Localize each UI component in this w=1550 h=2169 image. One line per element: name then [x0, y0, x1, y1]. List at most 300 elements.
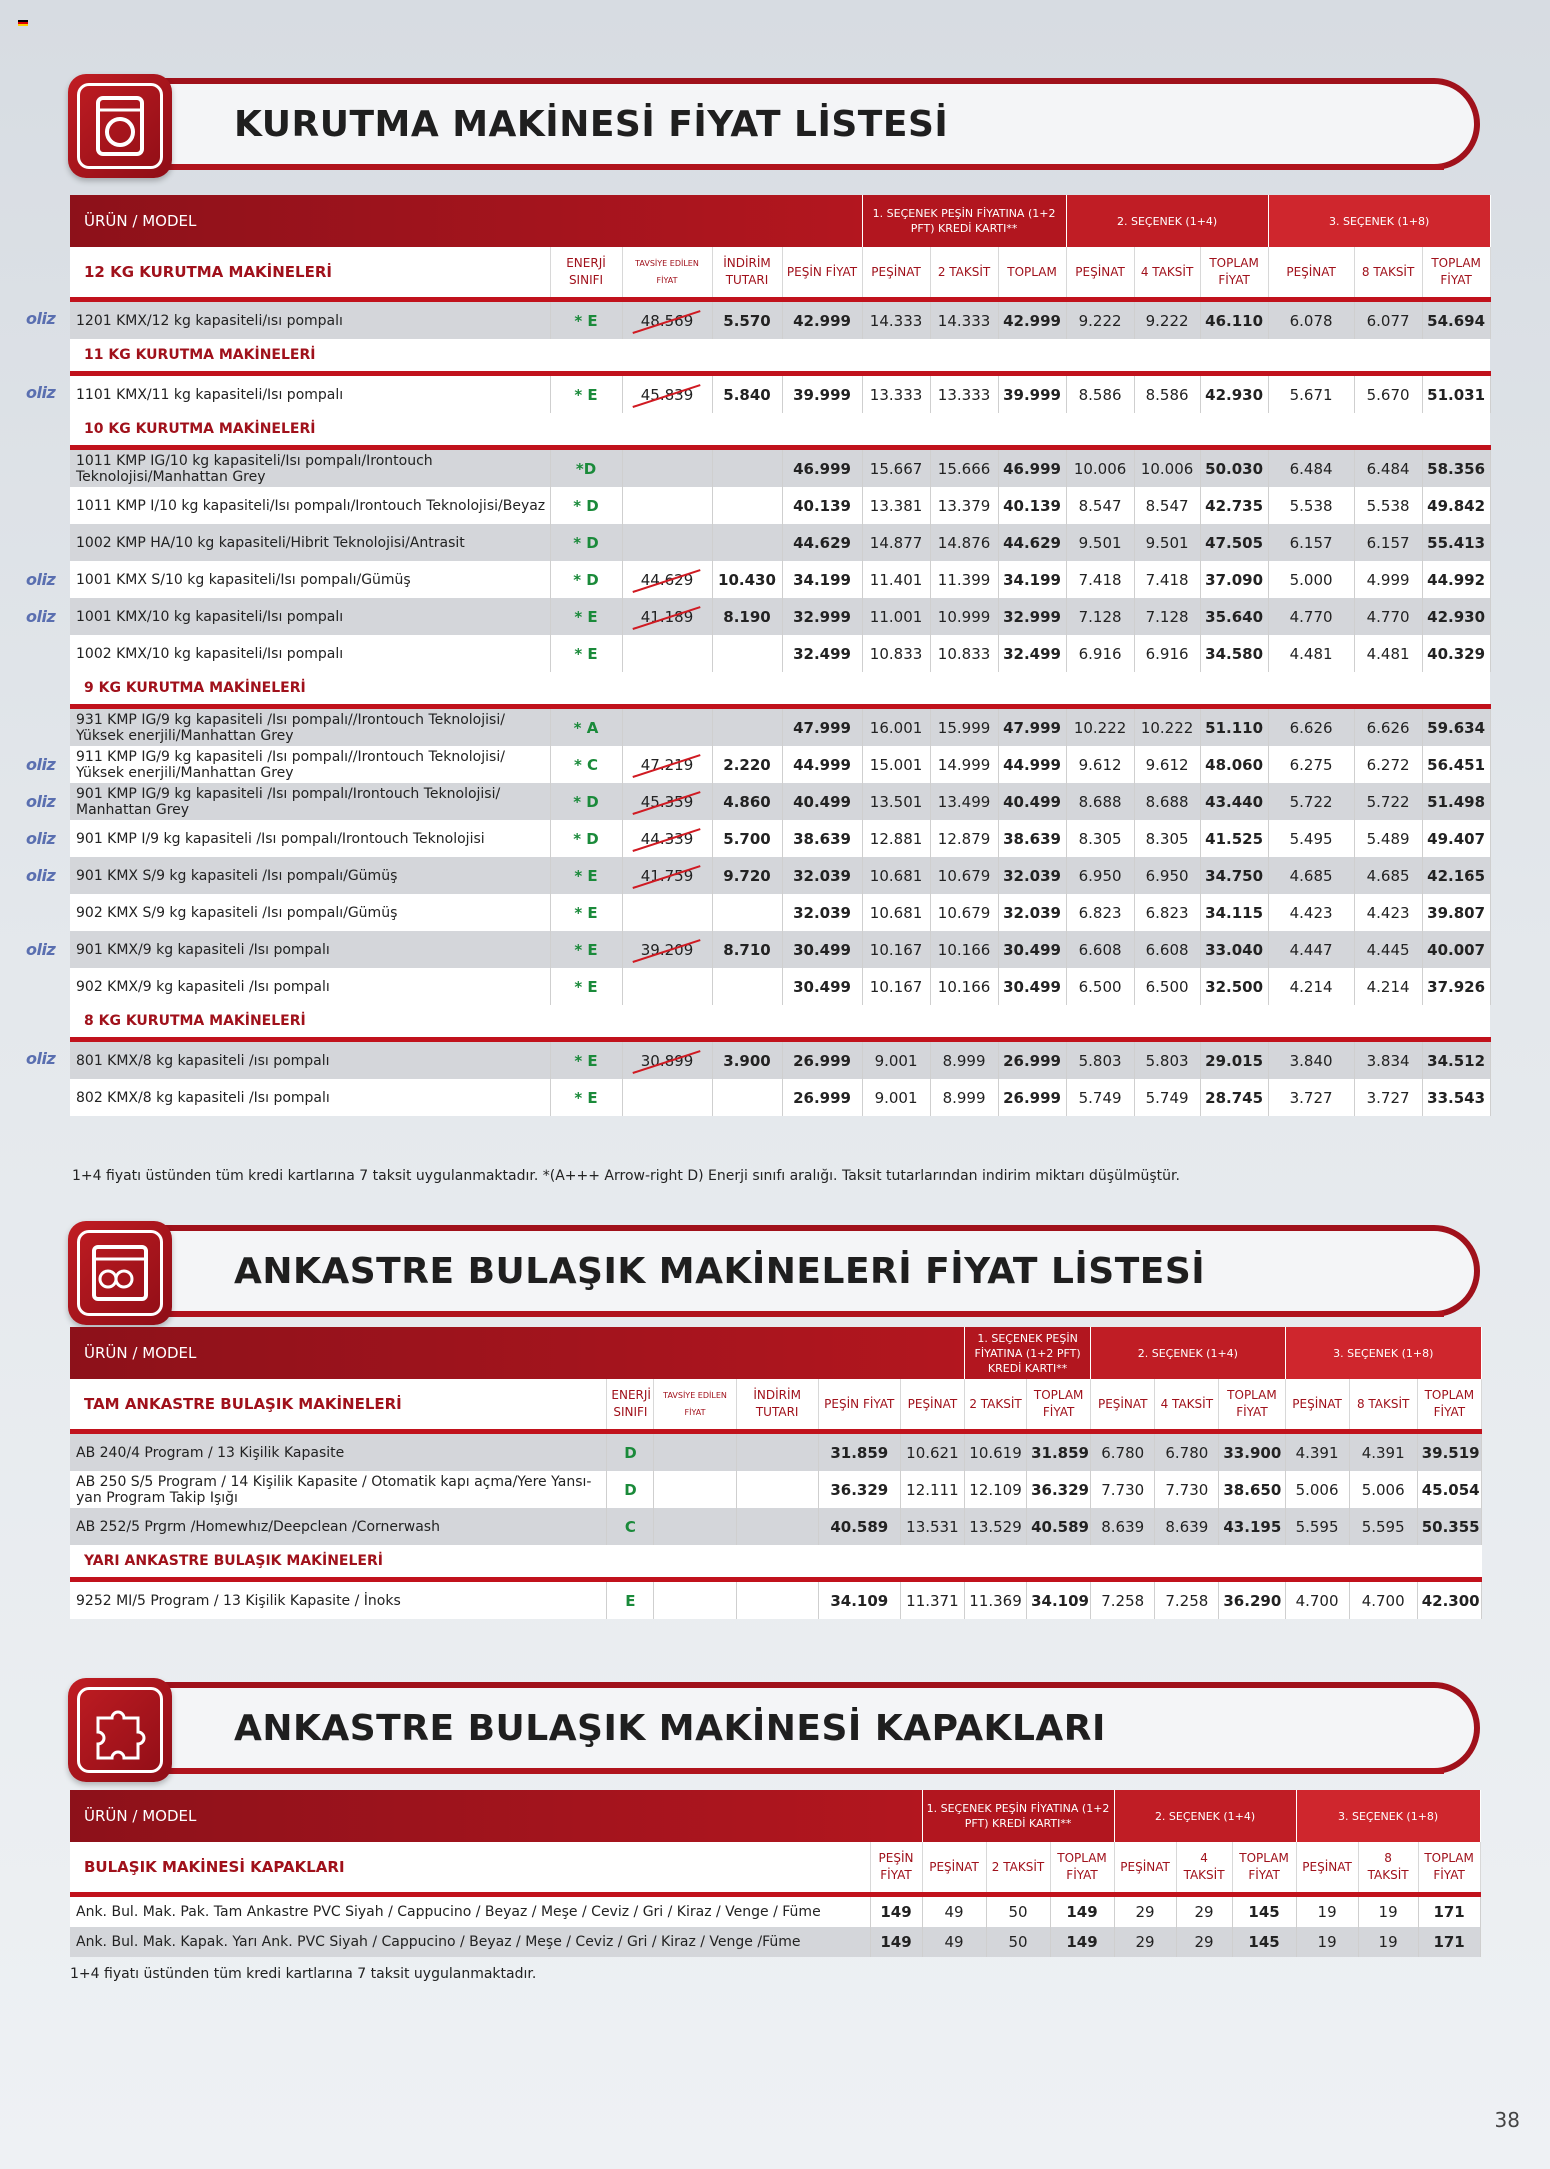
down-payment-3: 5.595	[1285, 1508, 1349, 1545]
dryer-price-table	[70, 195, 1491, 1116]
header-option-2: 2. SEÇENEK (1+4)	[1091, 1327, 1285, 1379]
dishwasher-banner	[68, 1225, 1480, 1317]
oliz-logo: oliz	[26, 606, 56, 626]
installment-2: 6.916	[1134, 635, 1200, 672]
product-name: Ank. Bul. Mak. Kapak. Yarı Ank. PVC Siyah / Cappucino / Beyaz / Meşe / Ceviz / Gri / Kiraz / Venge /Füme	[70, 1927, 870, 1957]
total-3: 51.031	[1422, 374, 1490, 414]
installment-1: 10.166	[930, 931, 998, 968]
installment-2: 6.500	[1134, 968, 1200, 1005]
recommended-price	[622, 931, 712, 968]
installment-1: 8.999	[930, 1079, 998, 1116]
product-name: 931 KMP IG/9 kg kapasiteli /Isı pompalı//Irontouch Teknolojisi/ Yüksek enerjili/Manhattan Grey	[70, 707, 550, 747]
total-2: 37.090	[1200, 561, 1268, 598]
col-total-3: TOPLAM FİYAT	[1422, 247, 1490, 297]
down-payment-3: 4.481	[1268, 635, 1354, 672]
installment-2: 8.586	[1134, 374, 1200, 414]
down-payment-2: 6.780	[1091, 1432, 1155, 1472]
header-model: ÜRÜN / MODEL	[70, 195, 862, 247]
installment-3: 6.157	[1354, 524, 1422, 561]
down-payment-2: 6.950	[1066, 857, 1134, 894]
total-3: 171	[1418, 1895, 1480, 1928]
recommended-price-value: 44.629	[640, 570, 694, 589]
product-name: 902 KMX S/9 kg kapasiteli /Isı pompalı/Gümüş	[70, 894, 550, 931]
installment-2: 5.803	[1134, 1040, 1200, 1080]
table-row	[70, 1927, 1480, 1957]
total-3: 54.694	[1422, 300, 1490, 340]
total-1: 46.999	[998, 448, 1066, 488]
total-2: 145	[1232, 1927, 1296, 1957]
total-2: 50.030	[1200, 448, 1268, 488]
energy-class: * D	[550, 524, 622, 561]
category-label: 12 KG KURUTMA MAKİNELERİ	[70, 247, 550, 297]
table-row	[70, 894, 1490, 931]
total-1: 31.859	[1027, 1432, 1091, 1472]
installment-2: 29	[1176, 1927, 1232, 1957]
table-row	[70, 857, 1490, 894]
total-1: 40.139	[998, 487, 1066, 524]
col-down-2: PEŞİNAT	[1066, 247, 1134, 297]
table-row	[70, 1432, 1482, 1472]
installment-2: 6.608	[1134, 931, 1200, 968]
recommended-price	[622, 448, 712, 488]
down-payment-1: 13.333	[862, 374, 930, 414]
energy-class: * E	[550, 894, 622, 931]
product-name: 1001 KMX/10 kg kapasiteli/Isı pompalı	[70, 598, 550, 635]
col-total-2: TOPLAM FİYAT	[1200, 247, 1268, 297]
down-payment-1: 12.881	[862, 820, 930, 857]
total-3: 49.407	[1422, 820, 1490, 857]
down-payment-2: 29	[1114, 1927, 1176, 1957]
discount	[736, 1471, 818, 1508]
down-payment-3: 5.495	[1268, 820, 1354, 857]
down-payment-1: 11.401	[862, 561, 930, 598]
recommended-price-value: 45.359	[640, 792, 694, 811]
energy-class: * D	[550, 561, 622, 598]
cash-price: 32.039	[782, 894, 862, 931]
recommended-price-value: 41.189	[640, 607, 694, 626]
down-payment-1: 16.001	[862, 707, 930, 747]
recommended-price	[622, 857, 712, 894]
down-payment-3: 4.700	[1285, 1580, 1349, 1620]
dishwasher-title: ANKASTRE BULAŞIK MAKİNELERİ FİYAT LİSTESİ	[234, 1251, 1206, 1292]
header-option-2: 2. SEÇENEK (1+4)	[1114, 1790, 1296, 1842]
total-1: 149	[1050, 1895, 1114, 1928]
section-row	[70, 1005, 1490, 1040]
oliz-logo: oliz	[26, 383, 56, 403]
installment-2: 9.222	[1134, 300, 1200, 340]
down-payment-3: 6.078	[1268, 300, 1354, 340]
installment-2: 7.730	[1155, 1471, 1219, 1508]
installment-1: 15.666	[930, 448, 998, 488]
recommended-price	[622, 561, 712, 598]
cash-price: 42.999	[782, 300, 862, 340]
installment-2: 6.950	[1134, 857, 1200, 894]
total-3: 49.842	[1422, 487, 1490, 524]
table-row	[70, 300, 1490, 340]
col-down-2: PEŞİNAT	[1091, 1379, 1155, 1429]
down-payment-2: 10.222	[1066, 707, 1134, 747]
down-payment-3: 5.538	[1268, 487, 1354, 524]
down-payment-2: 6.823	[1066, 894, 1134, 931]
discount	[736, 1432, 818, 1472]
section-label: YARI ANKASTRE BULAŞIK MAKİNELERİ	[70, 1545, 1482, 1580]
total-3: 33.543	[1422, 1079, 1490, 1116]
down-payment-3: 5.671	[1268, 374, 1354, 414]
installment-3: 6.484	[1354, 448, 1422, 488]
product-name: 902 KMX/9 kg kapasiteli /Isı pompalı	[70, 968, 550, 1005]
down-payment-2: 9.612	[1066, 746, 1134, 783]
cash-price: 34.199	[782, 561, 862, 598]
installment-1: 11.369	[964, 1580, 1026, 1620]
puzzle-icon	[68, 1678, 172, 1782]
total-1: 32.499	[998, 635, 1066, 672]
down-payment-3: 5.722	[1268, 783, 1354, 820]
down-payment-2: 7.418	[1066, 561, 1134, 598]
discount	[712, 635, 782, 672]
category-label: TAM ANKASTRE BULAŞIK MAKİNELERİ	[70, 1379, 607, 1429]
dryer-banner	[68, 78, 1480, 170]
total-3: 55.413	[1422, 524, 1490, 561]
col-recommended: TAVSİYE EDİLEN FİYAT	[654, 1379, 736, 1429]
oliz-logo: oliz	[26, 828, 56, 848]
down-payment-2: 10.006	[1066, 448, 1134, 488]
total-1: 26.999	[998, 1079, 1066, 1116]
total-1: 47.999	[998, 707, 1066, 747]
header-model: ÜRÜN / MODEL	[70, 1790, 922, 1842]
down-payment-1: 11.001	[862, 598, 930, 635]
total-3: 45.054	[1417, 1471, 1481, 1508]
installment-2: 10.006	[1134, 448, 1200, 488]
recommended-price	[622, 1040, 712, 1080]
cash-price: 40.589	[818, 1508, 900, 1545]
product-name: 1002 KMP HA/10 kg kapasiteli/Hibrit Teknolojisi/Antrasit	[70, 524, 550, 561]
total-2: 43.440	[1200, 783, 1268, 820]
down-payment-3: 4.685	[1268, 857, 1354, 894]
energy-class: * E	[550, 374, 622, 414]
col-cash: PEŞİN FİYAT	[870, 1842, 922, 1892]
energy-class: * D	[550, 820, 622, 857]
total-1: 39.999	[998, 374, 1066, 414]
oliz-logo: oliz	[26, 1049, 56, 1069]
recommended-price	[622, 374, 712, 414]
recommended-price-value: 47.219	[640, 755, 694, 774]
total-2: 32.500	[1200, 968, 1268, 1005]
discount: 10.430	[712, 561, 782, 598]
recommended-price	[622, 707, 712, 747]
dryer-icon	[68, 74, 172, 178]
energy-class: * C	[550, 746, 622, 783]
discount: 5.700	[712, 820, 782, 857]
down-payment-3: 6.484	[1268, 448, 1354, 488]
energy-class: D	[607, 1432, 654, 1472]
total-3: 44.992	[1422, 561, 1490, 598]
recommended-price	[622, 746, 712, 783]
total-3: 171	[1418, 1927, 1480, 1957]
discount: 3.900	[712, 1040, 782, 1080]
header-option-1: 1. SEÇENEK PEŞİN FİYATINA (1+2 PFT) KREDİ KARTI**	[922, 1790, 1114, 1842]
down-payment-3: 5.000	[1268, 561, 1354, 598]
energy-class: * E	[550, 857, 622, 894]
total-2: 34.115	[1200, 894, 1268, 931]
installment-2: 29	[1176, 1895, 1232, 1928]
installment-1: 15.999	[930, 707, 998, 747]
total-3: 34.512	[1422, 1040, 1490, 1080]
cash-price: 30.499	[782, 968, 862, 1005]
down-payment-2: 29	[1114, 1895, 1176, 1928]
cash-price: 31.859	[818, 1432, 900, 1472]
discount	[712, 448, 782, 488]
total-2: 42.735	[1200, 487, 1268, 524]
installment-2: 7.128	[1134, 598, 1200, 635]
installment-1: 8.999	[930, 1040, 998, 1080]
total-2: 38.650	[1219, 1471, 1285, 1508]
col-inst-1: 2 TAKSİT	[930, 247, 998, 297]
cash-price: 32.999	[782, 598, 862, 635]
total-1: 44.629	[998, 524, 1066, 561]
product-name: 1001 KMX S/10 kg kapasiteli/Isı pompalı/Gümüş	[70, 561, 550, 598]
installment-1: 14.333	[930, 300, 998, 340]
category-label: BULAŞIK MAKİNESİ KAPAKLARI	[70, 1842, 870, 1892]
section-label: 10 KG KURUTMA MAKİNELERİ	[70, 413, 1490, 448]
discount	[712, 524, 782, 561]
total-2: 33.040	[1200, 931, 1268, 968]
language-flag-icon[interactable]	[18, 20, 28, 27]
down-payment-2: 8.639	[1091, 1508, 1155, 1545]
col-down-1: PEŞİNAT	[900, 1379, 964, 1429]
installment-3: 4.423	[1354, 894, 1422, 931]
col-down-1: PEŞİNAT	[862, 247, 930, 297]
cash-price: 47.999	[782, 707, 862, 747]
total-1: 36.329	[1027, 1471, 1091, 1508]
total-2: 35.640	[1200, 598, 1268, 635]
col-down-1: PEŞİNAT	[922, 1842, 986, 1892]
down-payment-3: 19	[1296, 1895, 1358, 1928]
cash-price: 149	[870, 1927, 922, 1957]
energy-class: C	[607, 1508, 654, 1545]
down-payment-1: 11.371	[900, 1580, 964, 1620]
table-row	[70, 1580, 1482, 1620]
table-row	[70, 1895, 1480, 1928]
installment-3: 4.445	[1354, 931, 1422, 968]
product-name: 1201 KMX/12 kg kapasiteli/ısı pompalı	[70, 300, 550, 340]
total-3: 56.451	[1422, 746, 1490, 783]
total-2: 34.750	[1200, 857, 1268, 894]
down-payment-1: 15.001	[862, 746, 930, 783]
energy-class: * E	[550, 931, 622, 968]
down-payment-2: 6.500	[1066, 968, 1134, 1005]
down-payment-3: 4.214	[1268, 968, 1354, 1005]
energy-class: * D	[550, 487, 622, 524]
down-payment-2: 5.749	[1066, 1079, 1134, 1116]
recommended-price-value: 45.839	[640, 385, 694, 404]
oliz-logo: oliz	[26, 754, 56, 774]
total-2: 28.745	[1200, 1079, 1268, 1116]
cash-price: 39.999	[782, 374, 862, 414]
product-name: Ank. Bul. Mak. Pak. Tam Ankastre PVC Siyah / Cappucino / Beyaz / Meşe / Ceviz / Gri / Kiraz / Venge / Füme	[70, 1895, 870, 1928]
cash-price: 34.109	[818, 1580, 900, 1620]
cash-price: 36.329	[818, 1471, 900, 1508]
down-payment-1: 13.381	[862, 487, 930, 524]
cash-price: 38.639	[782, 820, 862, 857]
dishwasher-icon	[68, 1221, 172, 1325]
installment-2: 9.501	[1134, 524, 1200, 561]
down-payment-3: 4.391	[1285, 1432, 1349, 1472]
total-1: 30.499	[998, 968, 1066, 1005]
total-1: 32.039	[998, 894, 1066, 931]
recommended-price	[622, 487, 712, 524]
energy-class: *D	[550, 448, 622, 488]
section-label: 11 KG KURUTMA MAKİNELERİ	[70, 339, 1490, 374]
installment-1: 14.999	[930, 746, 998, 783]
discount	[736, 1508, 818, 1545]
down-payment-1: 10.167	[862, 931, 930, 968]
down-payment-1: 10.681	[862, 857, 930, 894]
col-total-3: TOPLAM FİYAT	[1418, 1842, 1480, 1892]
product-name: 911 KMP IG/9 kg kapasiteli /Isı pompalı//Irontouch Teknolojisi/ Yüksek enerjili/Manhattan Grey	[70, 746, 550, 783]
down-payment-1: 12.111	[900, 1471, 964, 1508]
header-option-1: 1. SEÇENEK PEŞİN FİYATINA (1+2 PFT) KREDİ KARTI**	[964, 1327, 1090, 1379]
installment-3: 3.727	[1354, 1079, 1422, 1116]
installment-3: 6.626	[1354, 707, 1422, 747]
installment-2: 6.823	[1134, 894, 1200, 931]
total-3: 42.165	[1422, 857, 1490, 894]
col-inst-3: 8 TAKSİT	[1354, 247, 1422, 297]
table-row	[70, 635, 1490, 672]
discount: 5.840	[712, 374, 782, 414]
energy-class: * E	[550, 1040, 622, 1080]
cash-price: 26.999	[782, 1040, 862, 1080]
installment-3: 4.391	[1349, 1432, 1417, 1472]
installment-3: 4.700	[1349, 1580, 1417, 1620]
total-2: 33.900	[1219, 1432, 1285, 1472]
installment-3: 6.077	[1354, 300, 1422, 340]
product-name: 801 KMX/8 kg kapasiteli /ısı pompalı	[70, 1040, 550, 1080]
product-name: 1011 KMP IG/10 kg kapasiteli/Isı pompalı/Irontouch Teknolojisi/Manhattan Grey	[70, 448, 550, 488]
col-inst-1: 2 TAKSİT	[986, 1842, 1050, 1892]
table-row	[70, 524, 1490, 561]
down-payment-2: 7.128	[1066, 598, 1134, 635]
installment-1: 13.379	[930, 487, 998, 524]
discount	[712, 707, 782, 747]
down-payment-3: 4.423	[1268, 894, 1354, 931]
down-payment-3: 6.157	[1268, 524, 1354, 561]
total-2: 34.580	[1200, 635, 1268, 672]
installment-2: 7.258	[1155, 1580, 1219, 1620]
cash-price: 149	[870, 1895, 922, 1928]
installment-2: 9.612	[1134, 746, 1200, 783]
recommended-price	[622, 894, 712, 931]
down-payment-1: 9.001	[862, 1079, 930, 1116]
section-row	[70, 1545, 1482, 1580]
recommended-price	[622, 524, 712, 561]
col-discount: İNDİRİM TUTARI	[736, 1379, 818, 1429]
installment-1: 10.999	[930, 598, 998, 635]
total-1: 40.589	[1027, 1508, 1091, 1545]
installment-3: 19	[1358, 1927, 1418, 1957]
installment-1: 10.619	[964, 1432, 1026, 1472]
cash-price: 44.999	[782, 746, 862, 783]
installment-3: 4.999	[1354, 561, 1422, 598]
installment-2: 6.780	[1155, 1432, 1219, 1472]
col-total-2: TOPLAM FİYAT	[1219, 1379, 1285, 1429]
cash-price: 44.629	[782, 524, 862, 561]
down-payment-3: 19	[1296, 1927, 1358, 1957]
total-1: 38.639	[998, 820, 1066, 857]
table-row	[70, 931, 1490, 968]
installment-2: 10.222	[1134, 707, 1200, 747]
col-energy: ENERJİ SINIFI	[550, 247, 622, 297]
down-payment-3: 4.770	[1268, 598, 1354, 635]
total-2: 36.290	[1219, 1580, 1285, 1620]
product-name: 1011 KMP I/10 kg kapasiteli/Isı pompalı/Irontouch Teknolojisi/Beyaz	[70, 487, 550, 524]
col-total-2: TOPLAM FİYAT	[1232, 1842, 1296, 1892]
panel-footnote: 1+4 fiyatı üstünden tüm kredi kartlarına 7 taksit uygulanmaktadır.	[70, 1966, 537, 1982]
col-inst-3: 8 TAKSİT	[1349, 1379, 1417, 1429]
recommended-price	[622, 1079, 712, 1116]
total-2: 42.930	[1200, 374, 1268, 414]
down-payment-1: 14.333	[862, 300, 930, 340]
recommended-price	[622, 300, 712, 340]
installment-3: 4.214	[1354, 968, 1422, 1005]
discount	[712, 1079, 782, 1116]
total-1: 30.499	[998, 931, 1066, 968]
oliz-logo: oliz	[26, 865, 56, 885]
col-total-1: TOPLAM FİYAT	[1027, 1379, 1091, 1429]
total-1: 32.999	[998, 598, 1066, 635]
down-payment-2: 7.258	[1091, 1580, 1155, 1620]
table-row	[70, 1040, 1490, 1080]
cash-price: 46.999	[782, 448, 862, 488]
panel-title: ANKASTRE BULAŞIK MAKİNESİ KAPAKLARI	[234, 1708, 1106, 1749]
installment-3: 5.670	[1354, 374, 1422, 414]
total-3: 39.807	[1422, 894, 1490, 931]
down-payment-1: 10.167	[862, 968, 930, 1005]
table-row	[70, 487, 1490, 524]
cash-price: 32.499	[782, 635, 862, 672]
down-payment-1: 13.501	[862, 783, 930, 820]
recommended-price-value: 48.569	[640, 311, 694, 330]
down-payment-2: 6.916	[1066, 635, 1134, 672]
product-name: AB 250 S/5 Program / 14 Kişilik Kapasite / Otomatik kapı açma/Yere Yansı-yan Program Takip Işığı	[70, 1471, 607, 1508]
total-3: 50.355	[1417, 1508, 1481, 1545]
installment-3: 5.722	[1354, 783, 1422, 820]
col-inst-3: 8 TAKSİT	[1358, 1842, 1418, 1892]
installment-1: 13.333	[930, 374, 998, 414]
total-3: 40.329	[1422, 635, 1490, 672]
installment-1: 10.166	[930, 968, 998, 1005]
total-2: 145	[1232, 1895, 1296, 1928]
down-payment-2: 8.586	[1066, 374, 1134, 414]
installment-2: 8.547	[1134, 487, 1200, 524]
recommended-price-value: 41.759	[640, 866, 694, 885]
down-payment-1: 14.877	[862, 524, 930, 561]
total-2: 48.060	[1200, 746, 1268, 783]
installment-3: 5.489	[1354, 820, 1422, 857]
installment-1: 13.499	[930, 783, 998, 820]
col-total-1: TOPLAM	[998, 247, 1066, 297]
installment-3: 4.770	[1354, 598, 1422, 635]
product-name: 901 KMP I/9 kg kapasiteli /Isı pompalı/Irontouch Teknolojisi	[70, 820, 550, 857]
installment-1: 11.399	[930, 561, 998, 598]
col-inst-2: 4 TAKSİT	[1176, 1842, 1232, 1892]
panel-price-table	[70, 1790, 1481, 1957]
panel-banner	[68, 1682, 1480, 1774]
section-row	[70, 672, 1490, 707]
discount: 5.570	[712, 300, 782, 340]
total-1: 149	[1050, 1927, 1114, 1957]
total-1: 40.499	[998, 783, 1066, 820]
discount: 4.860	[712, 783, 782, 820]
